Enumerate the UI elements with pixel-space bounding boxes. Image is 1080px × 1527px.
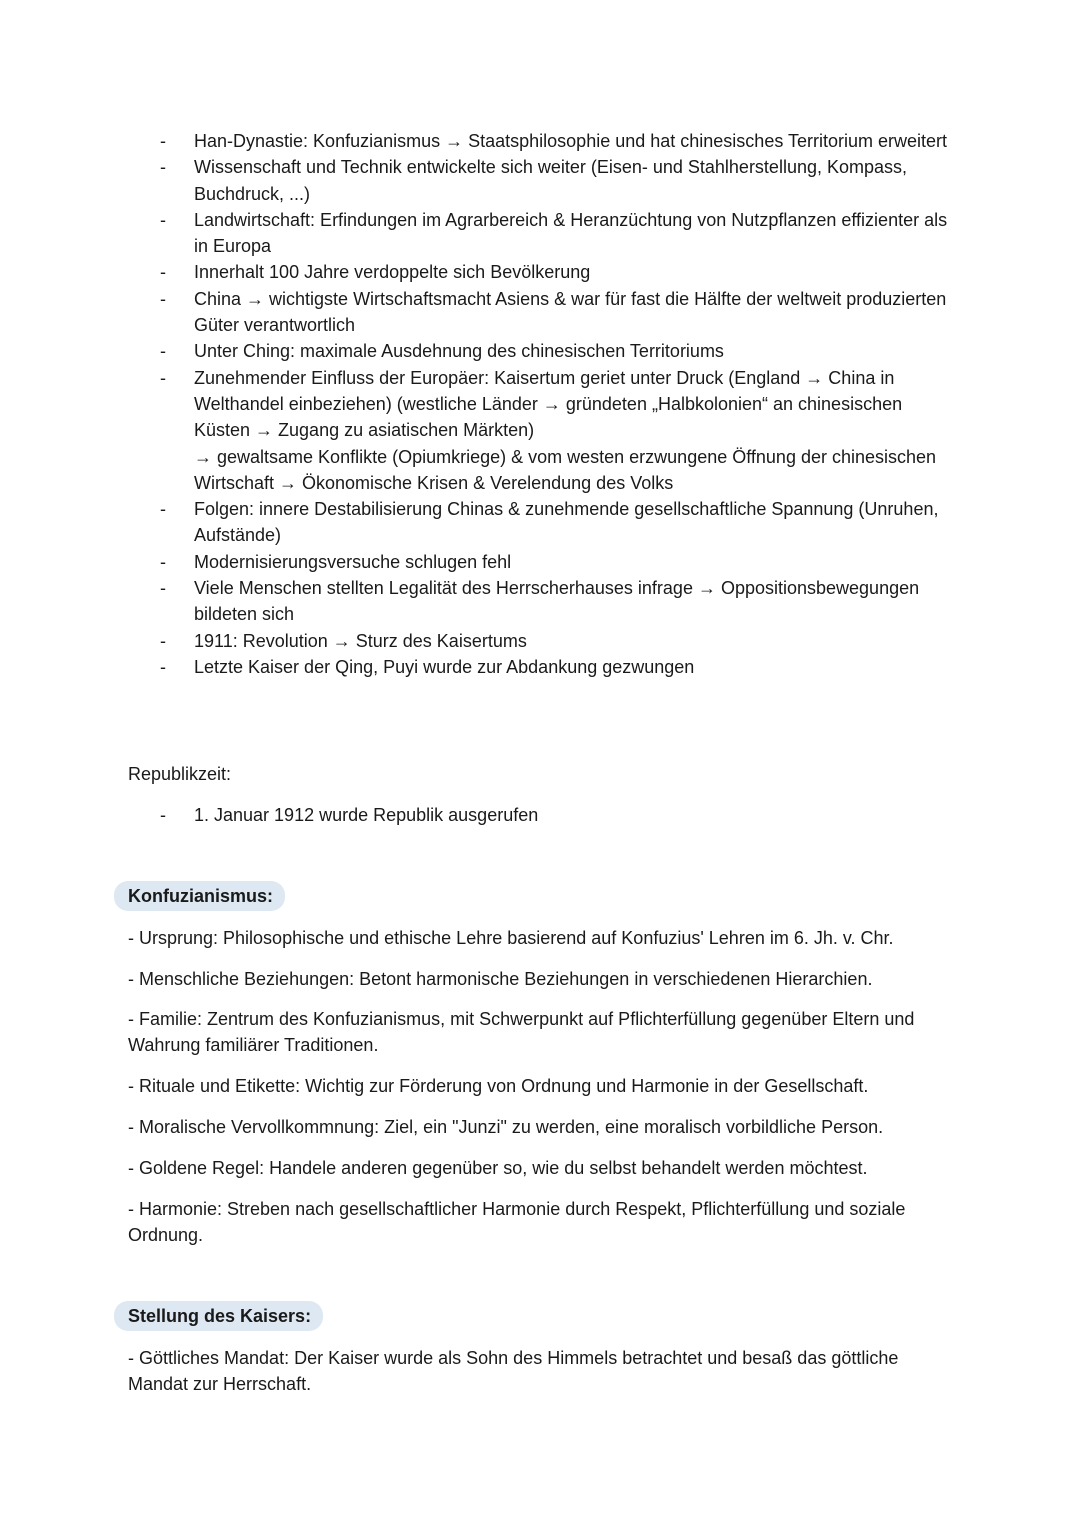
list-item: - 1. Januar 1912 wurde Republik ausgerufen	[160, 805, 539, 825]
list-item-text: Zunehmender Einfluss der Europäer: Kaisertum geriet unter Druck (England → China in Welthandel einbeziehen) (westliche Länder → gründeten „Halbkolonien“ an chinesischen Küsten → Zugang zu asiatischen Märkten)	[194, 367, 903, 441]
list-item: - Letzte Kaiser der Qing, Puyi wurde zur Abdankung gezwungen	[160, 656, 695, 677]
list-item-text: Innerhalt 100 Jahre verdoppelte sich Bevölkerung	[194, 262, 591, 283]
list-item: - Innerhalt 100 Jahre verdoppelte sich Bevölkerung	[160, 262, 591, 283]
kaiser-heading: Stellung des Kaisers:	[114, 1301, 323, 1331]
republic-heading: Republikzeit:	[128, 764, 232, 784]
list-item-text: Han-Dynastie: Konfuzianismus → Staatsphilosophie und hat chinesisches Territorium erweitert	[194, 131, 948, 151]
list-item-text: Modernisierungsversuche schlugen fehl	[194, 551, 512, 572]
list-item-text: Letzte Kaiser der Qing, Puyi wurde zur Abdankung gezwungen	[194, 656, 695, 677]
list-item: - Viele Menschen stellten Legalität des Herrscherhauses infrage → Oppositionsbewegungen bildeten sich	[160, 578, 920, 625]
konfuzianismus-heading: Konfuzianismus:	[114, 881, 285, 911]
kaiser-paragraph: - Göttliches Mandat: Der Kaiser wurde als Sohn des Himmels betrachtet und besaß das göttliche Mandat zur Herrschaft.	[128, 1348, 899, 1395]
list-item-text: 1. Januar 1912 wurde Republik ausgerufen	[194, 805, 539, 825]
list-item-text: Unter Ching: maximale Ausdehnung des chinesischen Territoriums	[194, 341, 724, 362]
konfuzianismus-paragraph: - Moralische Vervollkommnung: Ziel, ein "Junzi" zu werden, eine moralisch vorbildliche Person.	[128, 1117, 884, 1137]
list-item: - Landwirtschaft: Erfindungen im Agrarbereich & Heranzüchtung von Nutzpflanzen effizienter als in Europa	[160, 209, 948, 257]
konfuzianismus-paragraph: - Harmonie: Streben nach gesellschaftlicher Harmonie durch Respekt, Pflichterfüllung und soziale Ordnung.	[128, 1199, 906, 1246]
konfuzianismus-paragraph: - Rituale und Etikette: Wichtig zur Förderung von Ordnung und Harmonie in der Gesellschaft.	[128, 1076, 869, 1096]
list-item: - Han-Dynastie: Konfuzianismus → Staatsphilosophie und hat chinesisches Territorium erweitert	[160, 131, 948, 151]
republic-bullet-list	[128, 802, 958, 828]
list-item-text: Viele Menschen stellten Legalität des Herrscherhauses infrage → Oppositionsbewegungen bildeten sich	[194, 578, 920, 625]
list-item-continuation: → gewaltsame Konflikte (Opiumkriege) & vom westen erzwungene Öffnung der chinesischen Wirtschaft → Ökonomische Krisen & Verelendung des Volks	[194, 446, 937, 493]
list-item: - Folgen: innere Destabilisierung Chinas & zunehmende gesellschaftliche Spannung (Unruhen, Aufstände)	[160, 499, 939, 546]
list-item-text: Wissenschaft und Technik entwickelte sich weiter (Eisen- und Stahlherstellung, Kompass, Buchdruck, ...)	[194, 157, 908, 204]
list-item: - Unter Ching: maximale Ausdehnung des chinesischen Territoriums	[160, 341, 724, 362]
list-item-text: China → wichtigste Wirtschaftsmacht Asiens & war für fast die Hälfte der weltweit produzierten Güter verantwortlich	[194, 288, 947, 336]
list-item: - Modernisierungsversuche schlugen fehl	[160, 551, 512, 572]
list-item-text: 1911: Revolution → Sturz des Kaisertums	[194, 630, 527, 651]
list-item-text: Folgen: innere Destabilisierung Chinas & zunehmende gesellschaftliche Spannung (Unruhen, Aufstände)	[194, 499, 939, 546]
history-bullet-list	[128, 128, 958, 680]
konfuzianismus-paragraph: - Ursprung: Philosophische und ethische Lehre basierend auf Konfuzius' Lehren im 6. Jh. v. Chr.	[128, 928, 894, 948]
list-item: - Wissenschaft und Technik entwickelte sich weiter (Eisen- und Stahlherstellung, Kompass, Buchdruck, ...)	[160, 157, 908, 204]
konfuzianismus-paragraph: - Familie: Zentrum des Konfuzianismus, mit Schwerpunkt auf Pflichterfüllung gegenüber Eltern und Wahrung familiärer Traditionen.	[128, 1009, 915, 1056]
konfuzianismus-paragraph: - Goldene Regel: Handele anderen gegenüber so, wie du selbst behandelt werden möchtest.	[128, 1158, 868, 1178]
list-item: - China → wichtigste Wirtschaftsmacht Asiens & war für fast die Hälfte der weltweit produzierten Güter verantwortlich	[160, 288, 947, 336]
list-item: - 1911: Revolution → Sturz des Kaisertums	[160, 630, 527, 651]
list-item-text: Landwirtschaft: Erfindungen im Agrarbereich & Heranzüchtung von Nutzpflanzen effizienter als in Europa	[194, 209, 948, 257]
konfuzianismus-paragraph: - Menschliche Beziehungen: Betont harmonische Beziehungen in verschiedenen Hierarchien.	[128, 969, 873, 989]
list-item: - Zunehmender Einfluss der Europäer: Kaisertum geriet unter Druck (England → China in Welthandel einbeziehen) (westliche Länder → gründeten „Halbkolonien“ an chinesischen Küsten → Zugang zu asiatischen Märkten) → gewaltsame Konflikte (Opiumkriege) & vom westen erzwungene Öffnung der chinesischen Wirtschaft → Ökonomische Krisen & Verelendung des Volks	[160, 367, 937, 493]
